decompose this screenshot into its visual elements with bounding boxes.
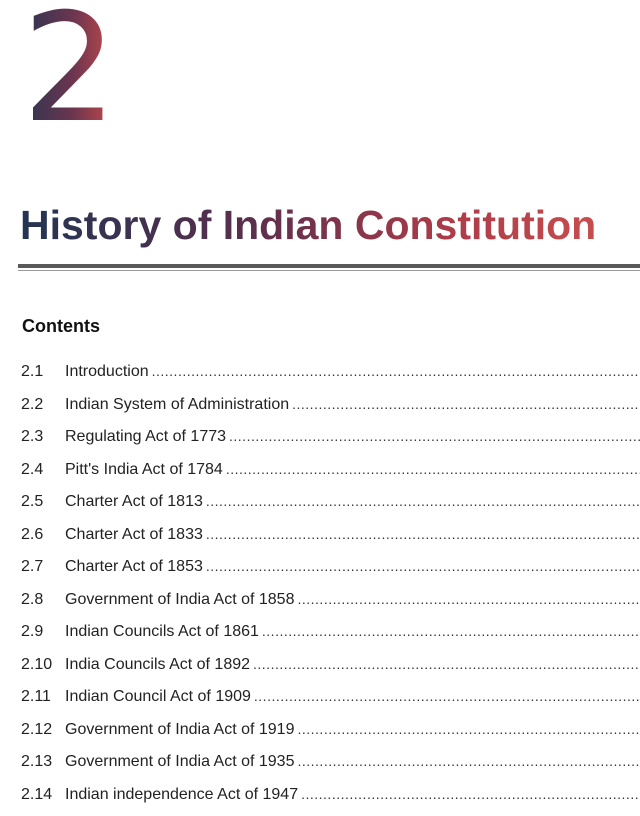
toc-entry-title: Indian independence Act of 1947 bbox=[65, 785, 299, 803]
toc-dot-leader bbox=[229, 420, 640, 453]
toc-entry[interactable] bbox=[21, 518, 640, 551]
toc-dot-leader bbox=[253, 648, 640, 681]
toc-dot-leader bbox=[226, 453, 640, 486]
toc-dot-leader bbox=[262, 615, 640, 648]
toc-entry-number: 2.2 bbox=[21, 395, 44, 413]
table-of-contents bbox=[21, 355, 640, 810]
toc-dot-leader bbox=[297, 713, 640, 746]
toc-entry-title: Indian Councils Act of 1861 bbox=[65, 623, 259, 640]
toc-entry-number: 2.6 bbox=[21, 525, 44, 543]
toc-entry[interactable] bbox=[21, 680, 640, 713]
toc-entry-title: Government of India Act of 1858 bbox=[65, 590, 295, 608]
toc-entry-title: Indian System of Administration bbox=[65, 395, 290, 413]
toc-entry[interactable] bbox=[21, 745, 640, 778]
toc-entry[interactable] bbox=[21, 778, 640, 811]
toc-entry-title: Introduction bbox=[65, 363, 149, 380]
toc-dot-leader bbox=[206, 485, 640, 518]
toc-entry-number: 2.7 bbox=[21, 558, 44, 575]
toc-dot-leader bbox=[206, 518, 640, 551]
toc-entry[interactable] bbox=[21, 713, 640, 746]
title-divider-thin bbox=[18, 270, 640, 271]
toc-entry-number: 2.4 bbox=[21, 460, 44, 478]
toc-entry[interactable] bbox=[21, 583, 640, 616]
toc-entry-title: Indian Council Act of 1909 bbox=[65, 688, 251, 705]
toc-entry[interactable] bbox=[21, 550, 640, 583]
toc-dot-leader bbox=[297, 745, 640, 778]
toc-entry-title: Government of India Act of 1919 bbox=[65, 720, 295, 738]
toc-dot-leader bbox=[254, 680, 640, 713]
toc-entry-number: 2.12 bbox=[21, 720, 53, 738]
toc-entry-number: 2.14 bbox=[21, 785, 53, 803]
toc-entry-number: 2.10 bbox=[21, 655, 53, 673]
toc-dot-leader bbox=[297, 583, 640, 616]
toc-dot-leader bbox=[301, 778, 640, 811]
toc-entry-number: 2.1 bbox=[21, 363, 44, 380]
toc-entry-title: Charter Act of 1833 bbox=[65, 525, 203, 543]
toc-dot-leader bbox=[152, 355, 640, 388]
toc-dot-leader bbox=[206, 550, 640, 583]
toc-entry-number: 2.3 bbox=[21, 428, 44, 445]
toc-entry-title: Charter Act of 1813 bbox=[65, 493, 203, 510]
toc-entry-title: Regulating Act of 1773 bbox=[65, 428, 227, 445]
toc-entry[interactable] bbox=[21, 355, 640, 388]
toc-entry[interactable] bbox=[21, 420, 640, 453]
toc-entry-number: 2.9 bbox=[21, 623, 44, 640]
toc-entry[interactable] bbox=[21, 615, 640, 648]
toc-entry[interactable] bbox=[21, 648, 640, 681]
toc-dot-leader bbox=[292, 388, 640, 421]
toc-entry-number: 2.11 bbox=[21, 688, 51, 705]
toc-entry-title: India Councils Act of 1892 bbox=[65, 655, 251, 673]
toc-entry-number: 2.8 bbox=[21, 590, 44, 608]
toc-entry-number: 2.5 bbox=[21, 493, 44, 510]
toc-entry-title: Government of India Act of 1935 bbox=[65, 753, 295, 770]
chapter-title: History of Indian Constitution bbox=[20, 202, 597, 248]
chapter-number: 2 bbox=[22, 0, 115, 144]
title-divider bbox=[18, 264, 640, 268]
toc-entry[interactable] bbox=[21, 485, 640, 518]
contents-heading: Contents bbox=[22, 316, 100, 336]
toc-entry[interactable] bbox=[21, 388, 640, 421]
toc-entry-number: 2.13 bbox=[21, 753, 53, 770]
toc-entry[interactable] bbox=[21, 453, 640, 486]
toc-entry-title: Charter Act of 1853 bbox=[65, 558, 203, 575]
toc-entry-title: Pitt's India Act of 1784 bbox=[65, 460, 223, 478]
